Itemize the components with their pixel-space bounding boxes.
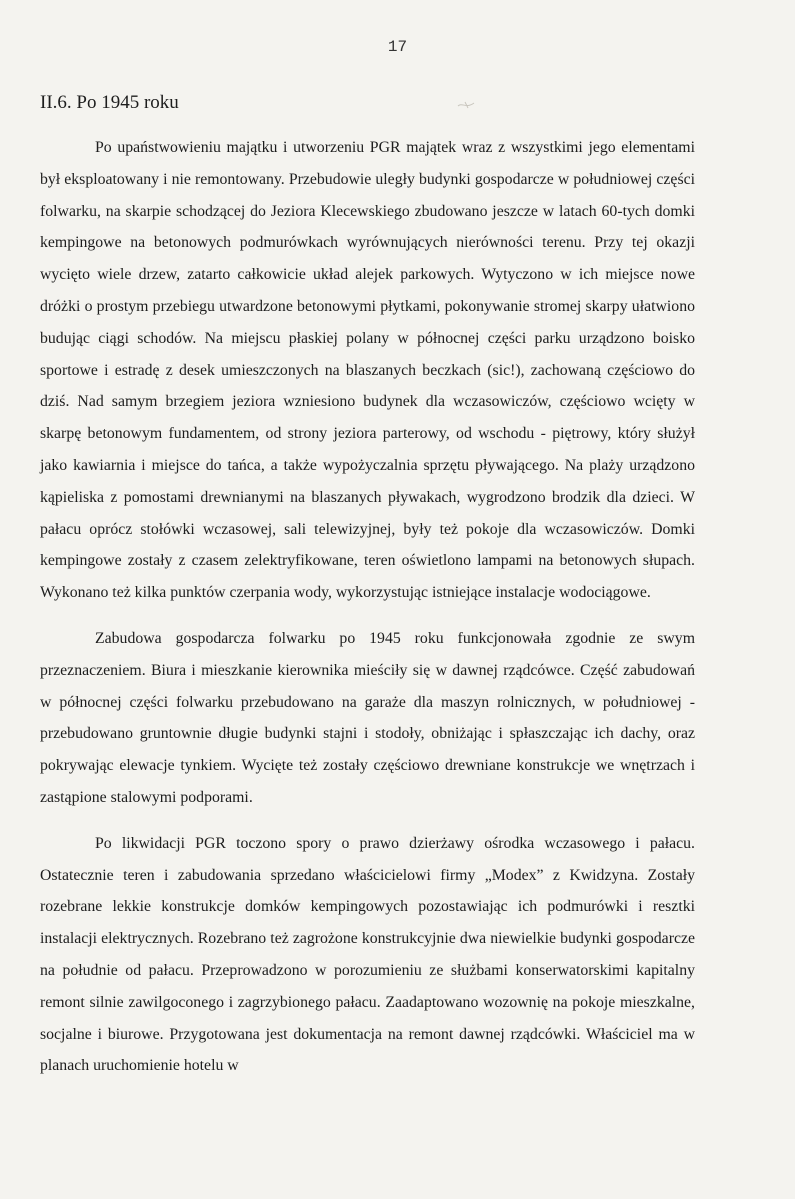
page-number: 17 xyxy=(387,38,408,56)
stray-pencil-mark xyxy=(457,100,475,110)
section-heading: II.6. Po 1945 roku xyxy=(40,92,179,113)
paragraph-1: Po upaństwowieniu majątku i utworzeniu PGR majątek wraz z wszystkimi jego elementami był eksploatowany i nie remontowany. Przebudowie uległy budynki gospodarcze w południowej części folwarku, na skarpie schodzącej do Jeziora Klecewskiego zbudowano jeszcze w latach 60-tych domki kempingowe na betonowych podmurówkach wyrównujących nierówności terenu. Przy tej okazji wycięto wiele drzew, zatarto całkowicie układ alejek parkowych. Wytyczono w ich miejsce nowe dróżki o prostym przebiegu utwardzone betonowymi płytkami, pokonywanie stromej skarpy ułatwiono budując ciągi schodów. Na miejscu płaskiej polany w północnej części parku urządzono boisko sportowe i estradę z desek umieszczonych na blaszanych beczkach (sic!), zachowaną częściowo do dziś. Nad samym brzegiem jeziora wzniesiono budynek dla wczasowiczów, częściowo wcięty w skarpę betonowym fundamentem, od strony jeziora parterowy, od wschodu - piętrowy, który służył jako kawiarnia i miejsce do tańca, a także wypożyczalnia sprzętu pływającego. Na plaży urządzono kąpieliska z pomostami drewnianymi na blaszanych pływakach, wygrodzono brodzik dla dzieci. W pałacu oprócz stołówki wczasowej, sali telewizyjnej, były też pokoje dla wczasowiczów. Domki kempingowe zostały z czasem zelektryfikowane, teren oświetlono lampami na betonowych słupach. Wykonano też kilka punktów czerpania wody, wykorzystując istniejące instalacje wodociągowe. xyxy=(40,139,695,602)
paragraph-3: Po likwidacji PGR toczono spory o prawo dzierżawy ośrodka wczasowego i pałacu. Ostatecznie teren i zabudowania sprzedano właścicielowi firmy „Modex” z Kwidzyna. Zostały rozebrane lekkie konstrukcje domków kempingowych pozostawiając ich podmurówki i resztki instalacji elektrycznych. Rozebrano też zagrożone konstrukcyjnie dwa niewielkie budynki gospodarcze na południe od pałacu. Przeprowadzono w porozumieniu ze służbami konserwatorskimi kapitalny remont silnie zawilgoconego i zagrzybionego pałacu. Zaadaptowano wozownię na pokoje mieszkalne, socjalne i biurowe. Przygotowana jest dokumentacja na remont dawnej rządcówki. Właściciel ma w planach uruchomienie hotelu w xyxy=(40,834,695,1075)
paragraph-2: Zabudowa gospodarcza folwarku po 1945 roku funkcjonowała zgodnie ze swym przeznaczeniem. Biura i mieszkanie kierownika mieściły się w dawnej rządcówce. Część zabudowań w północnej części folwarku przebudowano na garaże dla maszyn rolnicznych, w południowej - przebudowano gruntownie długie budynki stajni i stodoły, obniżając i spłaszczając ich dachy, oraz pokrywając elewacje tynkiem. Wycięte też zostały częściowo drewniane konstrukcje we wnętrzach i zastąpione stalowymi podporami. xyxy=(40,629,695,806)
body-text xyxy=(40,132,695,1082)
